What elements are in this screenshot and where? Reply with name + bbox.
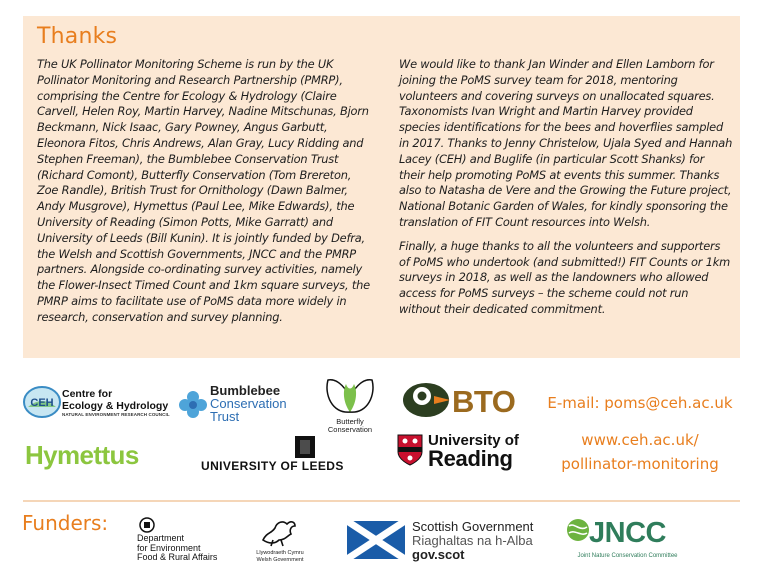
bumblebee-conservation-trust-logo: Bumblebee Conservation Trust	[210, 383, 287, 424]
welsh-government-logo: Llywodraeth Cymru Welsh Government	[256, 550, 304, 563]
royal-crest-icon	[139, 516, 155, 533]
thanks-paragraph: Finally, a huge thanks to all the volunteers and supporters of PoMS who undertook (and submitted!) FIT Counts or 1km surveys in 2018, as well as the landowners who allowed access for PoMS surveys – the scheme could not run without their dedicated commitment.	[399, 238, 731, 316]
scottish-government-logo: Scottish Government Riaghaltas na h-Alba gov.scot	[412, 519, 534, 562]
leeds-crest-icon	[293, 436, 317, 458]
butterfly-conservation-logo: Butterfly Conservation	[327, 417, 373, 434]
hymettus-logo: Hymettus	[25, 440, 139, 470]
ceh-logo-text: Centre for Ecology & Hydrology	[62, 388, 169, 412]
section-divider	[23, 500, 740, 502]
jncc-logo: JNCC	[589, 517, 666, 549]
funders-label: Funders:	[22, 511, 109, 535]
ceh-logo-subtitle: NATURAL ENVIRONMENT RESEARCH COUNCIL	[62, 412, 170, 417]
butterfly-conservation-icon	[322, 374, 378, 420]
jncc-logo-subtitle: Joint Nature Conservation Committee	[577, 553, 678, 559]
ceh-logo-icon	[22, 385, 62, 419]
bto-logo: BTO	[452, 384, 516, 419]
thanks-paragraph: We would like to thank Jan Winder and Ellen Lamborn for joining the PoMS survey team for 2018, mentoring volunteers and covering surveys on unallocated squares. Taxonomists Ivan Wright and Martin Harvey provided species identifications for the bees and hoverflies sampled in 2017. Thanks to Jenny Christelow, Ujala Syed and Hannah Lacey (CEH) and Buglife (in particular Scott Shanks) for their help promoting PoMS at events this summer. Thanks also to Natasha de Vere and the Growing the Future project, National Botanic Garden of Wales, for kindly sponsoring the translation of FIT Count resources into Welsh.	[399, 57, 733, 229]
contact-website[interactable]: www.ceh.ac.uk/ pollinator-monitoring	[561, 431, 719, 473]
saltire-flag-icon	[347, 521, 405, 559]
bumblebee-flower-icon	[178, 390, 208, 418]
contact-email[interactable]: E-mail: poms@ceh.ac.uk	[547, 394, 733, 412]
defra-logo: Department for Environment Food & Rural Affairs	[137, 533, 218, 562]
thanks-paragraph: The UK Pollinator Monitoring Scheme is run by the UK Pollinator Monitoring and Research Partnership (PMRP), comprising the Centre for Ecology & Hydrology (Claire Carvell, Helen Roy, Martin Harvey, Nadine Mitschunas, Bjorn Beckmann, Nick Isaac, Gary Powney, Angus Garbutt, Eleonora Fitos, Chris Andrews, Alan Gray, Lucy Ridding and Stephen Freeman), the Bumblebee Conservation Trust (Richard Comont), Butterfly Conservation (Tom Brereton, Zoe Randle), British Trust for Ornithology (Dawn Balmer, Andy Musgrove), Hymettus (Paul Lee, Mike Edwards), the University of Reading (Simon Potts, Mike Garratt) and University of Leeds (Bill Kunin). It is jointly funded by Defra, the Welsh and Scottish Governments, JNCC and the PMRP partners. Alongside co-ordinating survey activities, namely the Flower-Insect Timed Count and 1km square surveys, the PMRP aims to facilitate use of PoMS data more widely in research, conservation and survey planning.	[37, 57, 370, 324]
university-of-reading-logo: University of Reading	[428, 432, 519, 471]
ceh-logo-mark: CEH	[30, 397, 54, 409]
welsh-dragon-icon	[259, 514, 299, 548]
thanks-panel	[23, 16, 740, 358]
jncc-globe-icon	[566, 518, 590, 542]
thanks-heading: Thanks	[37, 24, 118, 49]
university-of-leeds-logo: UNIVERSITY OF LEEDS	[201, 459, 344, 473]
bto-bird-icon	[402, 380, 452, 420]
thanks-left-column	[37, 57, 373, 334]
thanks-right-column	[399, 57, 733, 326]
reading-crest-icon	[397, 434, 423, 466]
